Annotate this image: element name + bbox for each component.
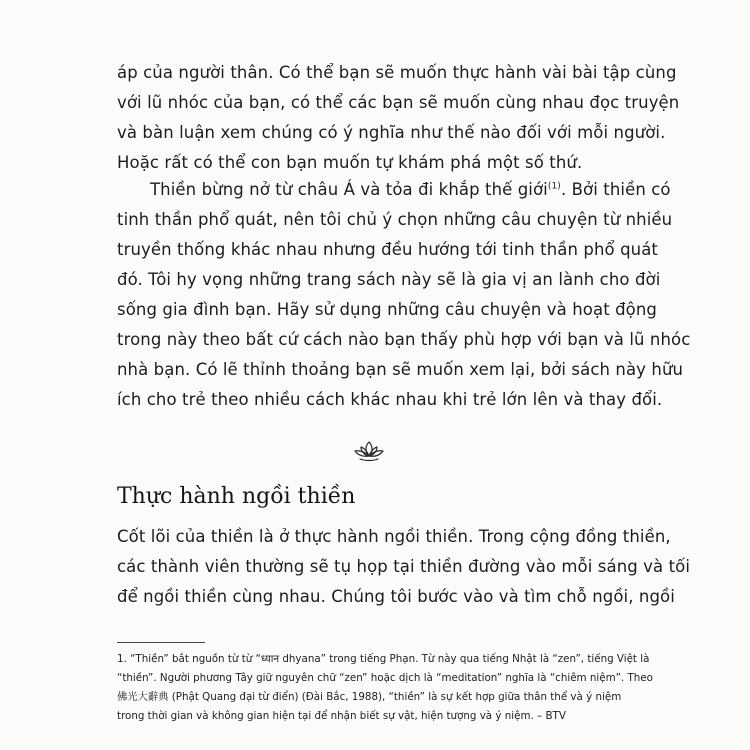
footnote-line: “thiền”. Người phương Tây giữ nguyên chữ “zen” hoặc dịch là “meditation” nghĩa là “chiêm niệm”. Theo [117, 672, 653, 684]
text-line: Hoặc rất có thể con bạn muốn tự khám phá một số thứ. [117, 153, 583, 172]
footnote-line: trong thời gian và không gian hiện tại để nhận biết sự vật, hiện tượng và ý niệm. – BTV [117, 710, 566, 722]
paragraph-intro [117, 58, 680, 178]
paragraph-origin [117, 175, 691, 415]
footnote-line: 1. “Thiền” bắt nguồn từ từ “ध्यान dhyana” trong tiếng Phạn. Từ này qua tiếng Nhật là “zen”, tiếng Việt là [117, 653, 650, 665]
text-line: trong này theo bất cứ cách nào bạn thấy phù hợp với bạn và lũ nhóc [117, 330, 691, 349]
footnote-ref: (1) [547, 181, 561, 192]
text-line: sống gia đình bạn. Hãy sử dụng những câu chuyện và hoạt động [117, 300, 658, 319]
text-line: tinh thần phổ quát, nên tôi chủ ý chọn những câu chuyện từ nhiều [117, 210, 673, 229]
text-line: và bàn luận xem chúng có ý nghĩa như thế nào đối với mỗi người. [117, 123, 666, 142]
text-line: các thành viên thường sẽ tụ họp tại thiền đường vào mỗi sáng và tối [117, 557, 691, 576]
text-line: truyền thống khác nhau nhưng đều hướng tới tinh thần phổ quát [117, 240, 658, 259]
text-line: áp của người thân. Có thể bạn sẽ muốn thực hành vài bài tập cùng [117, 63, 677, 82]
text-line [117, 175, 671, 205]
section-heading: Thực hành ngồi thiền [117, 484, 356, 509]
paragraph-practice [117, 522, 691, 612]
text-line: đó. Tôi hy vọng những trang sách này sẽ là gia vị an lành cho đời [117, 270, 661, 289]
footnote-divider [117, 642, 205, 643]
text-line: để ngồi thiền cùng nhau. Chúng tôi bước vào và tìm chỗ ngồi, ngồi [117, 587, 675, 606]
text-line: nhà bạn. Có lẽ thỉnh thoảng bạn sẽ muốn xem lại, bởi sách này hữu [117, 360, 684, 379]
footnote-line: 佛光大辭典 (Phật Quang đại từ điển) (Đài Bắc, 1988), “thiền” là sự kết hợp giữa thân thể và ý niệm [117, 691, 622, 703]
text-line: với lũ nhóc của bạn, có thể các bạn sẽ muốn cùng nhau đọc truyện [117, 93, 680, 112]
text-line: Cốt lõi của thiền là ở thực hành ngồi thiền. Trong cộng đồng thiền, [117, 527, 671, 546]
lotus-icon [353, 438, 385, 464]
text-line-end: . Bởi thiền có [560, 180, 671, 199]
text-line: ích cho trẻ theo nhiều cách khác nhau khi trẻ lớn lên và thay đổi. [117, 390, 663, 409]
text-line-start: Thiền bừng nở từ châu Á và tỏa đi khắp thế giới [150, 180, 548, 199]
footnote [117, 650, 653, 726]
